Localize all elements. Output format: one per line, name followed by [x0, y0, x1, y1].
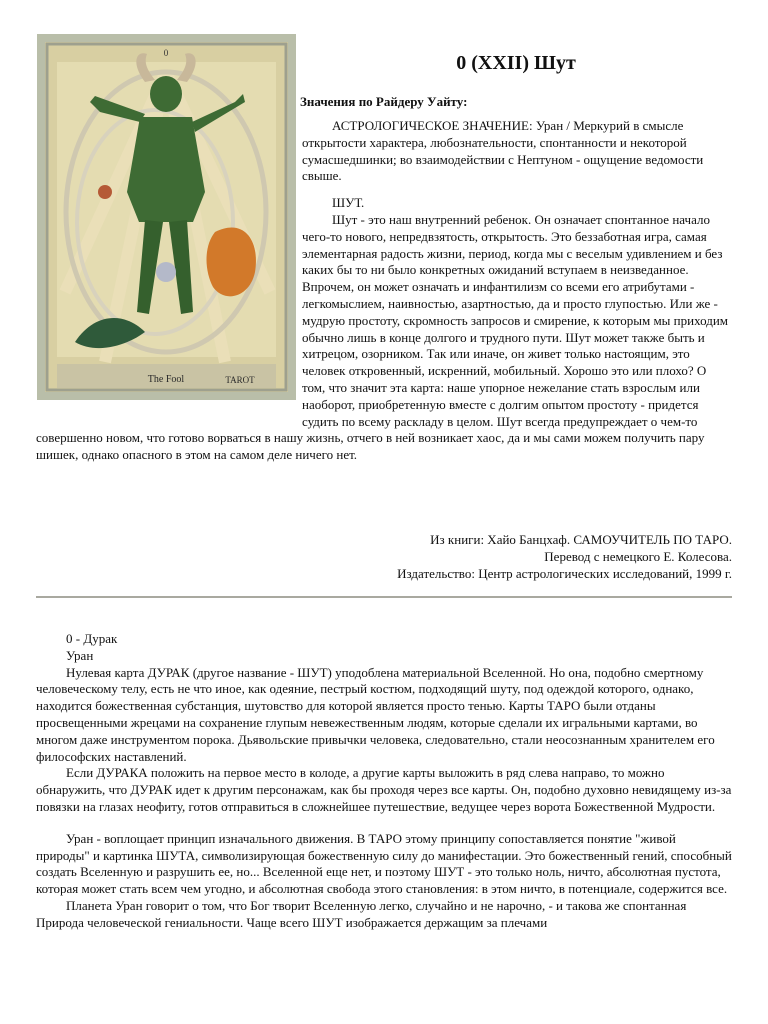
section2-paragraph-2: Если ДУРАКА положить на первое место в колоде, а другие карты выложить в ряд слева направо, то можно обнаружить, что ДУРАК идет к другим персонажам, как бы проходя через все карты. Он, подобно духовно невидящему из-за повязки на глазах неофиту, готов отправиться в сложнейшее путешествие, ведущее через ворота Божественной Мудрости.: [36, 765, 732, 814]
article-body: [36, 118, 732, 464]
page-title: 0 (XXII) Шут: [456, 52, 576, 74]
fool-heading-paragraph: ШУТ.: [332, 195, 365, 211]
section2-paragraph-3: Уран - воплощает принцип изначального движения. В ТАРО этому принципу сопоставляется понятие "живой природы" и картинка ШУТА, символизирующая божественную силу до манифестации. Это божественный гений, способный создать Вселенную и разрушить ее, но... Вселенной еще нет, и поэтому ШУТ - это только ноль, ничто, абсолютная пустота, которая может стать всем чем угодно, и абсолютная свобода этого становления: в этом ничто, в потенциале, содержится все.: [36, 830, 732, 897]
section2-heading: 0 - Дурак: [66, 631, 118, 646]
section-subtitle: Значения по Райдеру Уайту:: [300, 94, 468, 109]
fool-head: [150, 76, 182, 112]
source-publisher-line: Издательство: Центр астрологических исследований, 1999 г.: [397, 566, 732, 581]
section2-paragraph-1: Нулевая карта ДУРАК (другое название - ШУТ) уподоблена материальной Вселенной. Но она, подобно смертному человеческому телу, есть не что иное, как одеяние, пестрый костюм, подходящий шуту, под одеждой которого, однако, находится божественная субстанция, шутовство для которой является просто тенью. Карты ТАРО были отданы просвещенными жрецами на сохранение глупым невежественным людям, которые сделали их игральными картами, во многом даже инструментом порока. Дьявольские привычки человека, следовательно, стали неосознанным хранителем его философских наставлений.: [36, 664, 715, 764]
section2-paragraph-4: Планета Уран говорит о том, что Бог творит Вселенную легко, случайно и не нарочно, - и такова же спонтанная Природа человеческой гениальности. Чаще всего ШУТ изображается держащим за плечами: [36, 897, 687, 930]
section2-planet: Уран: [66, 647, 94, 663]
source-translator-line: Перевод с немецкого Е. Колесова.: [544, 549, 732, 564]
card-number: 0: [163, 48, 169, 58]
astrology-paragraph: АСТРОЛОГИЧЕСКОЕ ЗНАЧЕНИЕ: Уран / Меркурий в смысле открытости характера, любознательности, спонтанности и некоторой сумасшедшинки; во взаимодействии с Нептуном - ощущение ведомости свыше.: [302, 118, 704, 184]
second-section: [36, 631, 732, 932]
card-caption: The Fool: [147, 374, 185, 385]
source-book-line: Из книги: Хайо Банцхаф. САМОУЧИТЕЛЬ ПО ТАРО.: [430, 532, 732, 547]
source-citation: [397, 531, 732, 582]
fool-description-paragraph: Шут - это наш внутренний ребенок. Он означает спонтанное начало чего-то нового, непредвзятость, открытость. Это беззаботная игра, самая элементарная радость жизни, период, когда мы с веселым удивлением и без каких бы то ни было конкретных ожиданий вступаем в неизведанное. Впрочем, он может означать и инфантилизм со всеми его атрибутами - легкомыслием, наивностью, азартностью, да и просто глупостью. Или же - мудрую простоту, скромность запросов и смирение, к которым мы приходим обычно лишь в конце долгого и трудного пути. Шут может также быть и хитрецом, озорником. Так или иначе, он живет только настоящим, это человек откровенный, искренний, мобильный. Хорошо это или плохо? О том, что значит эта карта: наше упорное нежелание стать взрослым или наоборот, приобретенную вместе с долгим опытом простоту - придется судить по всему раскладу в целом. Шут всегда предупреждает о чем-то совершенно новом, что готово ворваться в нашу жизнь, отчего в ней возникает хаос, да и мы сами можем получить пару шишек, однако опасного в этом на самом деле ничего нет.: [36, 211, 728, 463]
section-divider: [36, 596, 732, 598]
card-side-text: TAROT: [225, 375, 255, 385]
